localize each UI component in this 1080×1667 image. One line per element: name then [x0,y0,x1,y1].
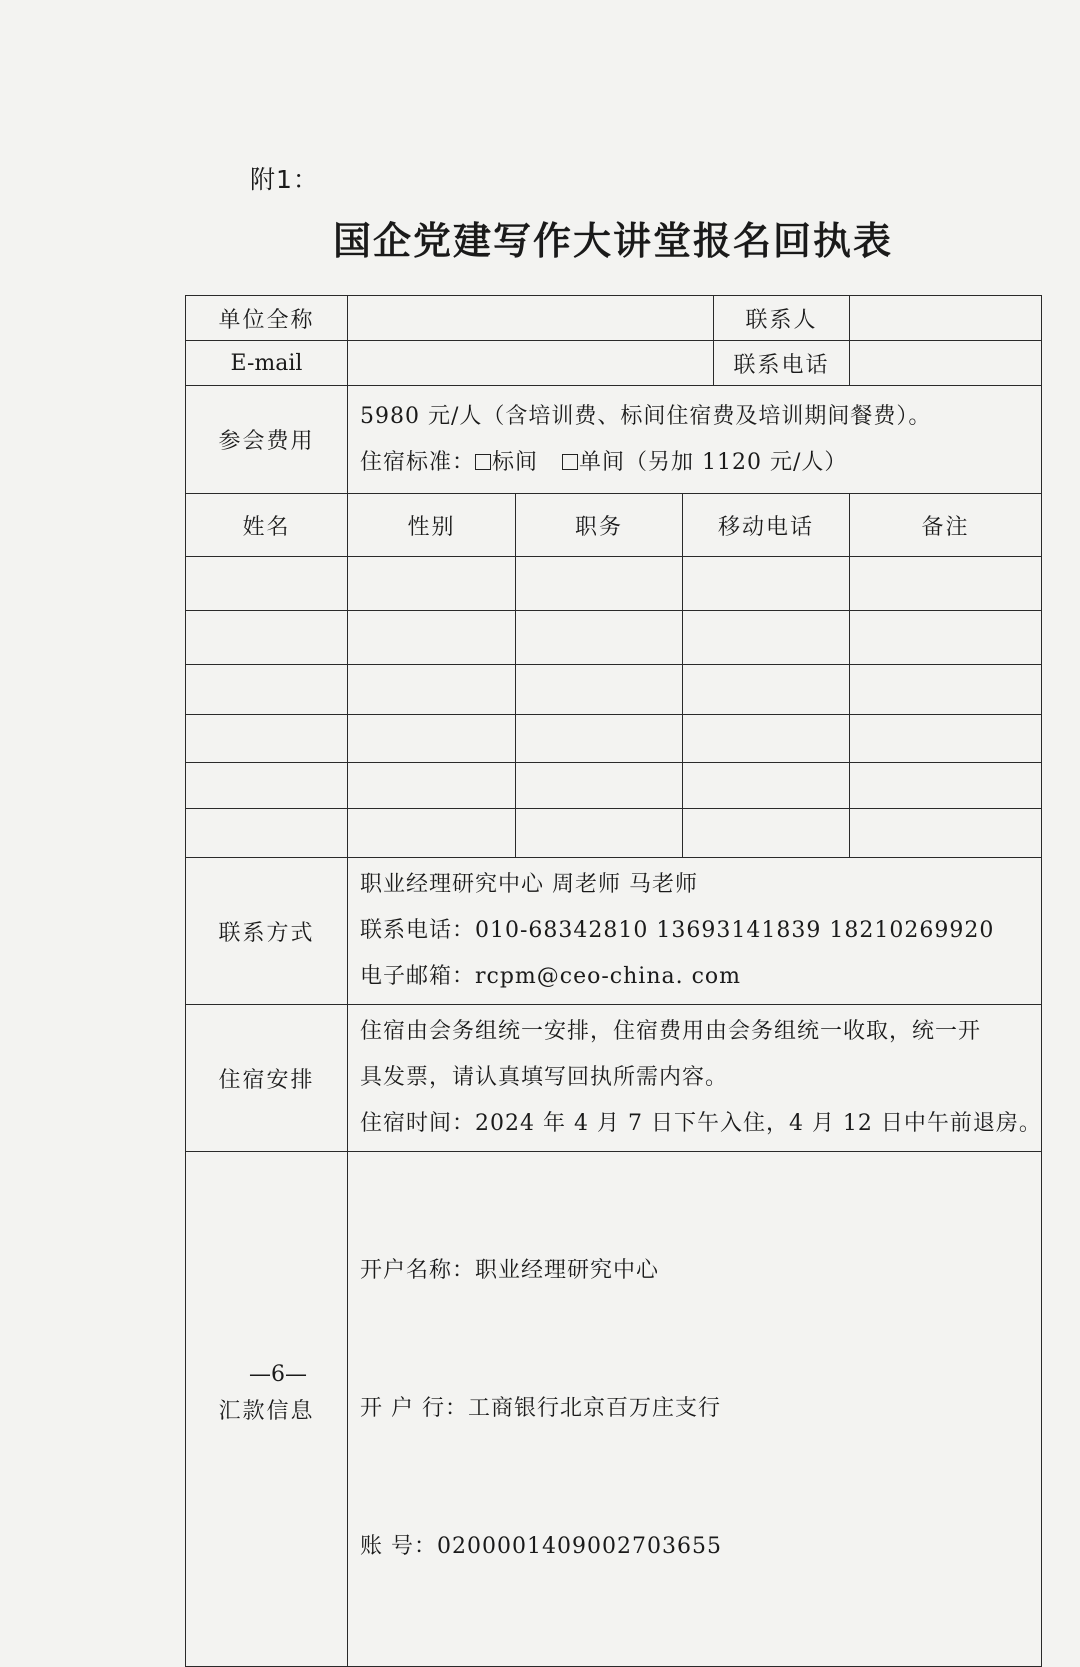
cell-mobile[interactable] [683,557,850,611]
column-header-notes: 备注 [850,494,1042,557]
cell-position[interactable] [516,809,683,858]
column-header-mobile: 移动电话 [683,494,850,557]
remit-line: 账 号：0200001409002703655 [360,1534,722,1559]
cell-position[interactable] [516,715,683,763]
column-header-gender: 性别 [348,494,516,557]
lodging-arrangement-info [348,1005,1042,1152]
table-row [186,665,1042,715]
cell-gender[interactable] [348,809,516,858]
cell-position[interactable] [516,611,683,665]
lodging-standard-label: 住宿标准： [360,449,476,475]
cell-gender[interactable] [348,715,516,763]
registration-table [185,295,1042,1667]
fee-label: 参会费用 [186,386,348,494]
cell-position[interactable] [516,763,683,809]
column-header-name: 姓名 [186,494,348,557]
email-label: E-mail [186,341,348,386]
page-number: —6— [249,1362,307,1387]
single-room-label: 单间（另加 1120 元/人） [579,449,848,475]
cell-notes[interactable] [850,557,1042,611]
page-title: 国企党建写作大讲堂报名回执表 [332,219,893,263]
cell-gender[interactable] [348,665,516,715]
registration-form [185,295,1042,1559]
lodging-line: 具发票，请认真填写回执所需内容。 [360,1065,729,1090]
cell-mobile[interactable] [683,715,850,763]
cell-name[interactable] [186,557,348,611]
lodging-line: 住宿由会务组统一安排，住宿费用由会务组统一收取，统一开 [360,1019,982,1044]
unit-label: 单位全称 [186,296,348,341]
cell-notes[interactable] [850,665,1042,715]
contact-line: 联系电话：010-68342810 13693141839 18210269920 [360,918,995,943]
fee-info [348,386,1042,494]
contact-phone-label: 联系电话 [714,341,850,386]
fee-line: 5980 元/人（含培训费、标间住宿费及培训期间餐费）。 [360,403,932,429]
contact-method-info [348,858,1042,1005]
lodging-standard-line [360,440,1029,486]
table-row [186,715,1042,763]
cell-gender[interactable] [348,611,516,665]
cell-mobile[interactable] [683,665,850,715]
contact-person-label: 联系人 [714,296,850,341]
remittance-label: 汇款信息 [186,1152,348,1667]
cell-name[interactable] [186,809,348,858]
email-input[interactable] [348,341,714,386]
contact-line: 职业经理研究中心 周老师 马老师 [360,872,698,897]
cell-name[interactable] [186,611,348,665]
cell-name[interactable] [186,665,348,715]
unit-input[interactable] [348,296,714,341]
cell-name[interactable] [186,715,348,763]
contact-method-label: 联系方式 [186,858,348,1005]
cell-notes[interactable] [850,715,1042,763]
contact-line: 电子邮箱：rcpm@ceo-china. com [360,964,742,989]
attachment-label: 附1： [250,165,319,194]
remit-line: 开户名称：职业经理研究中心 [360,1258,660,1283]
column-header-position: 职务 [516,494,683,557]
cell-name[interactable] [186,763,348,809]
remittance-info [348,1152,1042,1667]
table-row [186,557,1042,611]
lodging-line: 住宿时间：2024 年 4 月 7 日下午入住，4 月 12 日中午前退房。 [360,1111,1042,1136]
cell-gender[interactable] [348,763,516,809]
single-room-checkbox[interactable] [562,454,578,470]
cell-mobile[interactable] [683,809,850,858]
cell-position[interactable] [516,557,683,611]
cell-notes[interactable] [850,809,1042,858]
table-row [186,809,1042,858]
table-row [186,763,1042,809]
cell-notes[interactable] [850,763,1042,809]
remit-line: 开 户 行：工商银行北京百万庄支行 [360,1396,721,1421]
standard-room-label: 标间 [492,449,539,475]
lodging-arrangement-label: 住宿安排 [186,1005,348,1152]
contact-person-input[interactable] [850,296,1042,341]
cell-position[interactable] [516,665,683,715]
standard-room-checkbox[interactable] [475,454,491,470]
contact-phone-input[interactable] [850,341,1042,386]
cell-gender[interactable] [348,557,516,611]
cell-notes[interactable] [850,611,1042,665]
table-row [186,611,1042,665]
cell-mobile[interactable] [683,611,850,665]
cell-mobile[interactable] [683,763,850,809]
